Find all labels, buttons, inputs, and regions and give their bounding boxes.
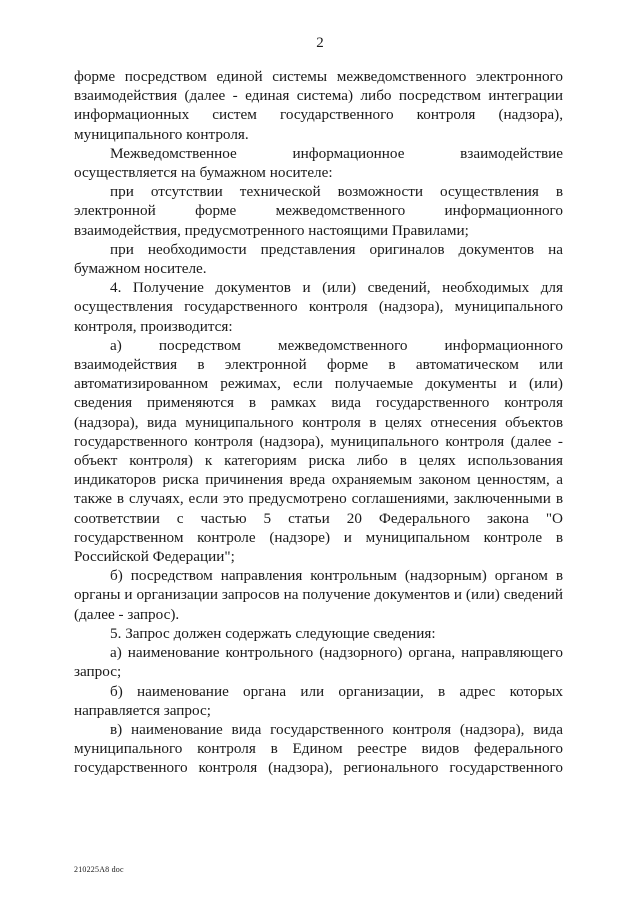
- paragraph: б) посредством направления контрольным (надзорным) органом в органы и организации запросов на получение документов и (или) сведений (далее - запрос).: [74, 567, 563, 623]
- paragraph: а) наименование контрольного (надзорного) органа, направляющего запрос;: [74, 644, 563, 681]
- paragraph: б) наименование органа или организации, в адрес которых направляется запрос;: [74, 682, 563, 719]
- paragraph: в) наименование вида государственного контроля (надзора), вида муниципального контроля в Едином реестре видов федерального государственного контроля (надзора), регионального государственного: [74, 720, 563, 777]
- paragraph: а) посредством межведомственного информационного взаимодействия в электронной форме в автоматическом или автоматизированном режимах, если получаемые документы и (или) сведения применяются в рамках вида государственного контроля (надзора), вида муниципального контроля в целях отнесения объектов государственного контроля (надзора), муниципального контроля (далее - объект контроля) к категориям риска либо в целях использования индикаторов риска причинения вреда охраняемым законом ценностям, а также в случаях, если это предусмотрено соглашениями, заключенными в соответствии с частью 5 статьи 20 Федерального закона "О государственном контроле (надзоре) и муниципальном контроле в Российской Федерации";: [74, 336, 563, 566]
- document-code: 210225А8 doc: [74, 865, 124, 874]
- paragraph: форме посредством единой системы межведомственного электронного взаимодействия (далее - единая система) либо посредством интеграции информационных систем государственного контроля (надзора), муниципального контроля.: [74, 68, 563, 143]
- document-body: [74, 67, 563, 778]
- page-number: 2: [316, 35, 324, 51]
- paragraph: при необходимости представления оригиналов документов на бумажном носителе.: [74, 240, 563, 278]
- paragraph: 4. Получение документов и (или) сведений, необходимых для осуществления государственного контроля (надзора), муниципального контроля, производится:: [74, 279, 563, 335]
- paragraph: при отсутствии технической возможности осуществления в электронной форме межведомственного информационного взаимодействия, предусмотренного настоящими Правилами;: [74, 183, 563, 239]
- paragraph: 5. Запрос должен содержать следующие сведения:: [110, 624, 436, 642]
- paragraph: Межведомственное информационное взаимодействие осуществляется на бумажном носителе:: [74, 144, 563, 182]
